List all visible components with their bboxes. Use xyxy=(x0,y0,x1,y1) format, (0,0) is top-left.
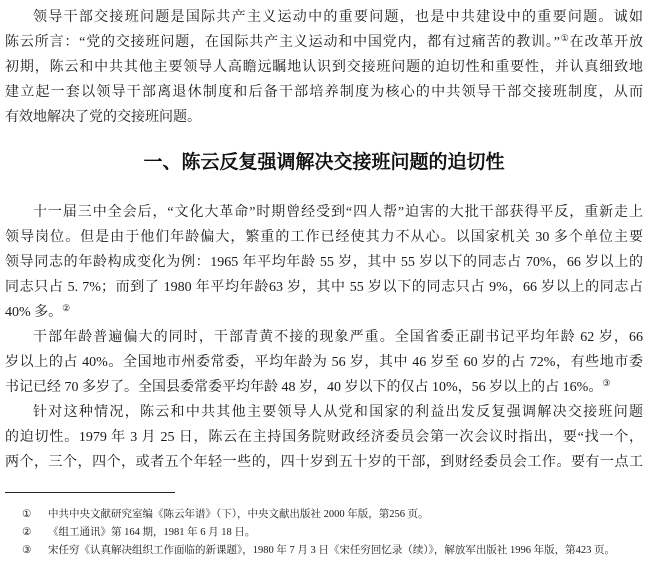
section-heading: 一、陈云反复强调解决交接班问题的迫切性 xyxy=(143,152,505,173)
text-line: 初期，陈云和中共其他主要领导人高瞻远瞩地认识到交接班问题的迫切性和重要性，并认真细致地 xyxy=(5,60,643,75)
text-line: 有效地解决了党的交接班问题。 xyxy=(5,110,201,125)
text-line: 十一届三中全会后，“文化大革命”时期曾经受到“四人帮”迫害的大批干部获得平反，重新走上 xyxy=(33,205,643,220)
body-paragraph xyxy=(5,200,643,325)
footnote xyxy=(22,542,645,560)
text-line: 领导干部交接班问题是国际共产主义运动中的重要问题，也是中共建设中的重要问题。诚如 xyxy=(33,10,643,25)
footnote-mark: ③ xyxy=(22,545,32,556)
intro-paragraph xyxy=(5,5,643,130)
footnote-divider xyxy=(5,492,175,493)
text-line: 领导岗位。但是由于他们年龄偏大，繁重的工作已经使其力不从心。以国家机关 30 多个单位主要 xyxy=(5,230,643,245)
line-text: 陈云所言：“党的交接班问题，在国际共产主义运动和中国党内，都有过痛苦的教训。” xyxy=(5,35,560,50)
body-paragraph xyxy=(5,400,643,475)
page-body xyxy=(5,5,643,475)
text-line xyxy=(5,30,643,55)
footnote-text: 宋任穷《认真解决组织工作面临的新课题》，1980 年 7 月 3 日《宋任穷回忆录（续）》，解放军出版社 1996 年版，第423 页。 xyxy=(48,545,615,556)
footnote-mark: ② xyxy=(22,527,32,538)
text-line: 干部年龄普遍偏大的同时，干部青黄不接的现象严重。全国省委正副书记平均年龄 62 岁，66 xyxy=(33,330,643,345)
text-line: 的迫切性。1979 年 3 月 25 日，陈云在主持国务院财政经济委员会第一次会议时指出，要“找一个， xyxy=(5,430,643,445)
footnote-ref-3: ③ xyxy=(602,378,611,388)
footnote-ref-2: ② xyxy=(62,303,71,313)
text-line: 领导同志的年龄构成变化为例：1965 年平均年龄 55 岁，其中 55 岁以下的同志占 70%，66 岁以上的 xyxy=(5,255,643,270)
text-line xyxy=(5,375,643,400)
footnote-text: 中共中央文献研究室编《陈云年谱》（下），中央文献出版社 2000 年版，第256 页。 xyxy=(48,509,429,520)
footnotes xyxy=(22,506,645,560)
footnote-mark: ① xyxy=(22,509,32,520)
text-line: 岁以上的占 40%。全国地市州委常委，平均年龄为 56 岁，其中 46 岁至 60 岁的占 72%，有些地市委 xyxy=(5,355,643,370)
footnote xyxy=(22,524,645,542)
text-line: 针对这种情况，陈云和中共其他主要领导人从党和国家的利益出发反复强调解决交接班问题 xyxy=(33,405,643,420)
text-line: 建立起一套以领导干部离退休制度和后备干部培养制度为核心的中共领导干部交接班制度，从而 xyxy=(5,85,643,100)
text-line: 同志只占 5. 7%；而到了 1980 年平均年龄63 岁，其中 55 岁以下的同志只占 9%，66 岁以上的同志占 xyxy=(5,280,643,295)
line-text: 在改革开放 xyxy=(569,35,643,50)
text-line: 两个，三个，四个，或者五个年轻一些的，四十岁到五十岁的干部，到财经委员会工作。要有一点工 xyxy=(5,455,643,470)
text-line xyxy=(5,300,643,325)
footnote xyxy=(22,506,645,524)
line-text: 40% 多。 xyxy=(5,305,63,320)
body-paragraph xyxy=(5,325,643,400)
line-text: 书记已经 70 多岁了。全国县委常委平均年龄 48 岁，40 岁以下的仅占 10%，56 岁以上的占 16%。 xyxy=(5,380,603,395)
footnote-ref-1: ① xyxy=(559,33,570,43)
footnote-text: 《组工通讯》第 164 期，1981 年 6 月 18 日。 xyxy=(48,527,256,538)
